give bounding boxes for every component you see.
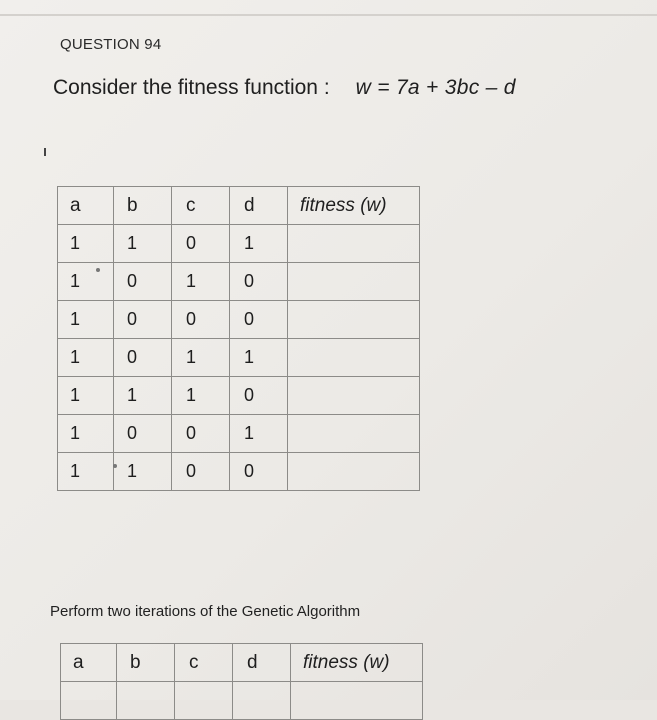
cell-a: 1 bbox=[58, 301, 114, 339]
cell-b: 0 bbox=[114, 263, 172, 301]
cell-fitness bbox=[288, 301, 420, 339]
header-c: c bbox=[175, 644, 233, 682]
cell-a: 1 bbox=[58, 453, 114, 491]
header-d: d bbox=[233, 644, 291, 682]
cell-fitness bbox=[288, 377, 420, 415]
header-b: b bbox=[117, 644, 175, 682]
header-fitness: fitness (w) bbox=[291, 644, 423, 682]
cell-a: 1 bbox=[58, 339, 114, 377]
cell-a: 1 bbox=[58, 225, 114, 263]
cell-fitness bbox=[291, 682, 423, 720]
cell-c: 0 bbox=[172, 301, 230, 339]
header-a: a bbox=[61, 644, 117, 682]
cell-fitness bbox=[288, 453, 420, 491]
table-row bbox=[58, 339, 420, 377]
cell-d: 1 bbox=[230, 225, 288, 263]
header-d: d bbox=[230, 187, 288, 225]
cell-b: 0 bbox=[114, 415, 172, 453]
top-divider bbox=[0, 14, 657, 16]
paper-speck bbox=[96, 268, 100, 272]
cell-d: 1 bbox=[230, 415, 288, 453]
table-row bbox=[58, 415, 420, 453]
cell-b: 1 bbox=[114, 377, 172, 415]
iteration-table bbox=[60, 643, 423, 720]
cell-b: 1 bbox=[114, 225, 172, 263]
table-row bbox=[61, 682, 423, 720]
cell-d: 0 bbox=[230, 301, 288, 339]
cell-c bbox=[175, 682, 233, 720]
header-fitness: fitness (w) bbox=[288, 187, 420, 225]
header-b: b bbox=[114, 187, 172, 225]
cell-d: 0 bbox=[230, 263, 288, 301]
table-header-row bbox=[58, 187, 420, 225]
cell-b: 1 bbox=[114, 453, 172, 491]
cell-c: 1 bbox=[172, 263, 230, 301]
fitness-formula: w = 7a + 3bc – d bbox=[355, 76, 516, 99]
cell-b: 0 bbox=[114, 339, 172, 377]
question-label: QUESTION 94 bbox=[60, 36, 162, 53]
table-row bbox=[58, 377, 420, 415]
cell-c: 1 bbox=[172, 377, 230, 415]
header-c: c bbox=[172, 187, 230, 225]
cell-c: 0 bbox=[172, 225, 230, 263]
prompt-text: Consider the fitness function : bbox=[53, 76, 330, 99]
cell-a: 1 bbox=[58, 263, 114, 301]
cell-a: 1 bbox=[58, 415, 114, 453]
iteration-instruction: Perform two iterations of the Genetic Algorithm bbox=[50, 603, 361, 620]
question-prompt bbox=[53, 76, 516, 100]
cell-b: 0 bbox=[114, 301, 172, 339]
cell-fitness bbox=[288, 415, 420, 453]
table-row bbox=[58, 225, 420, 263]
cell-fitness bbox=[288, 225, 420, 263]
stray-tick-mark bbox=[44, 148, 46, 156]
cell-b bbox=[117, 682, 175, 720]
cell-fitness bbox=[288, 339, 420, 377]
cell-d: 0 bbox=[230, 377, 288, 415]
cell-d: 0 bbox=[230, 453, 288, 491]
table-row bbox=[58, 263, 420, 301]
cell-d bbox=[233, 682, 291, 720]
cell-a: 1 bbox=[58, 377, 114, 415]
header-a: a bbox=[58, 187, 114, 225]
cell-fitness bbox=[288, 263, 420, 301]
fitness-table bbox=[57, 186, 420, 491]
table-header-row bbox=[61, 644, 423, 682]
table-row bbox=[58, 453, 420, 491]
cell-c: 0 bbox=[172, 453, 230, 491]
table-row bbox=[58, 301, 420, 339]
cell-c: 1 bbox=[172, 339, 230, 377]
cell-a bbox=[61, 682, 117, 720]
paper-speck bbox=[113, 464, 117, 468]
cell-d: 1 bbox=[230, 339, 288, 377]
cell-c: 0 bbox=[172, 415, 230, 453]
